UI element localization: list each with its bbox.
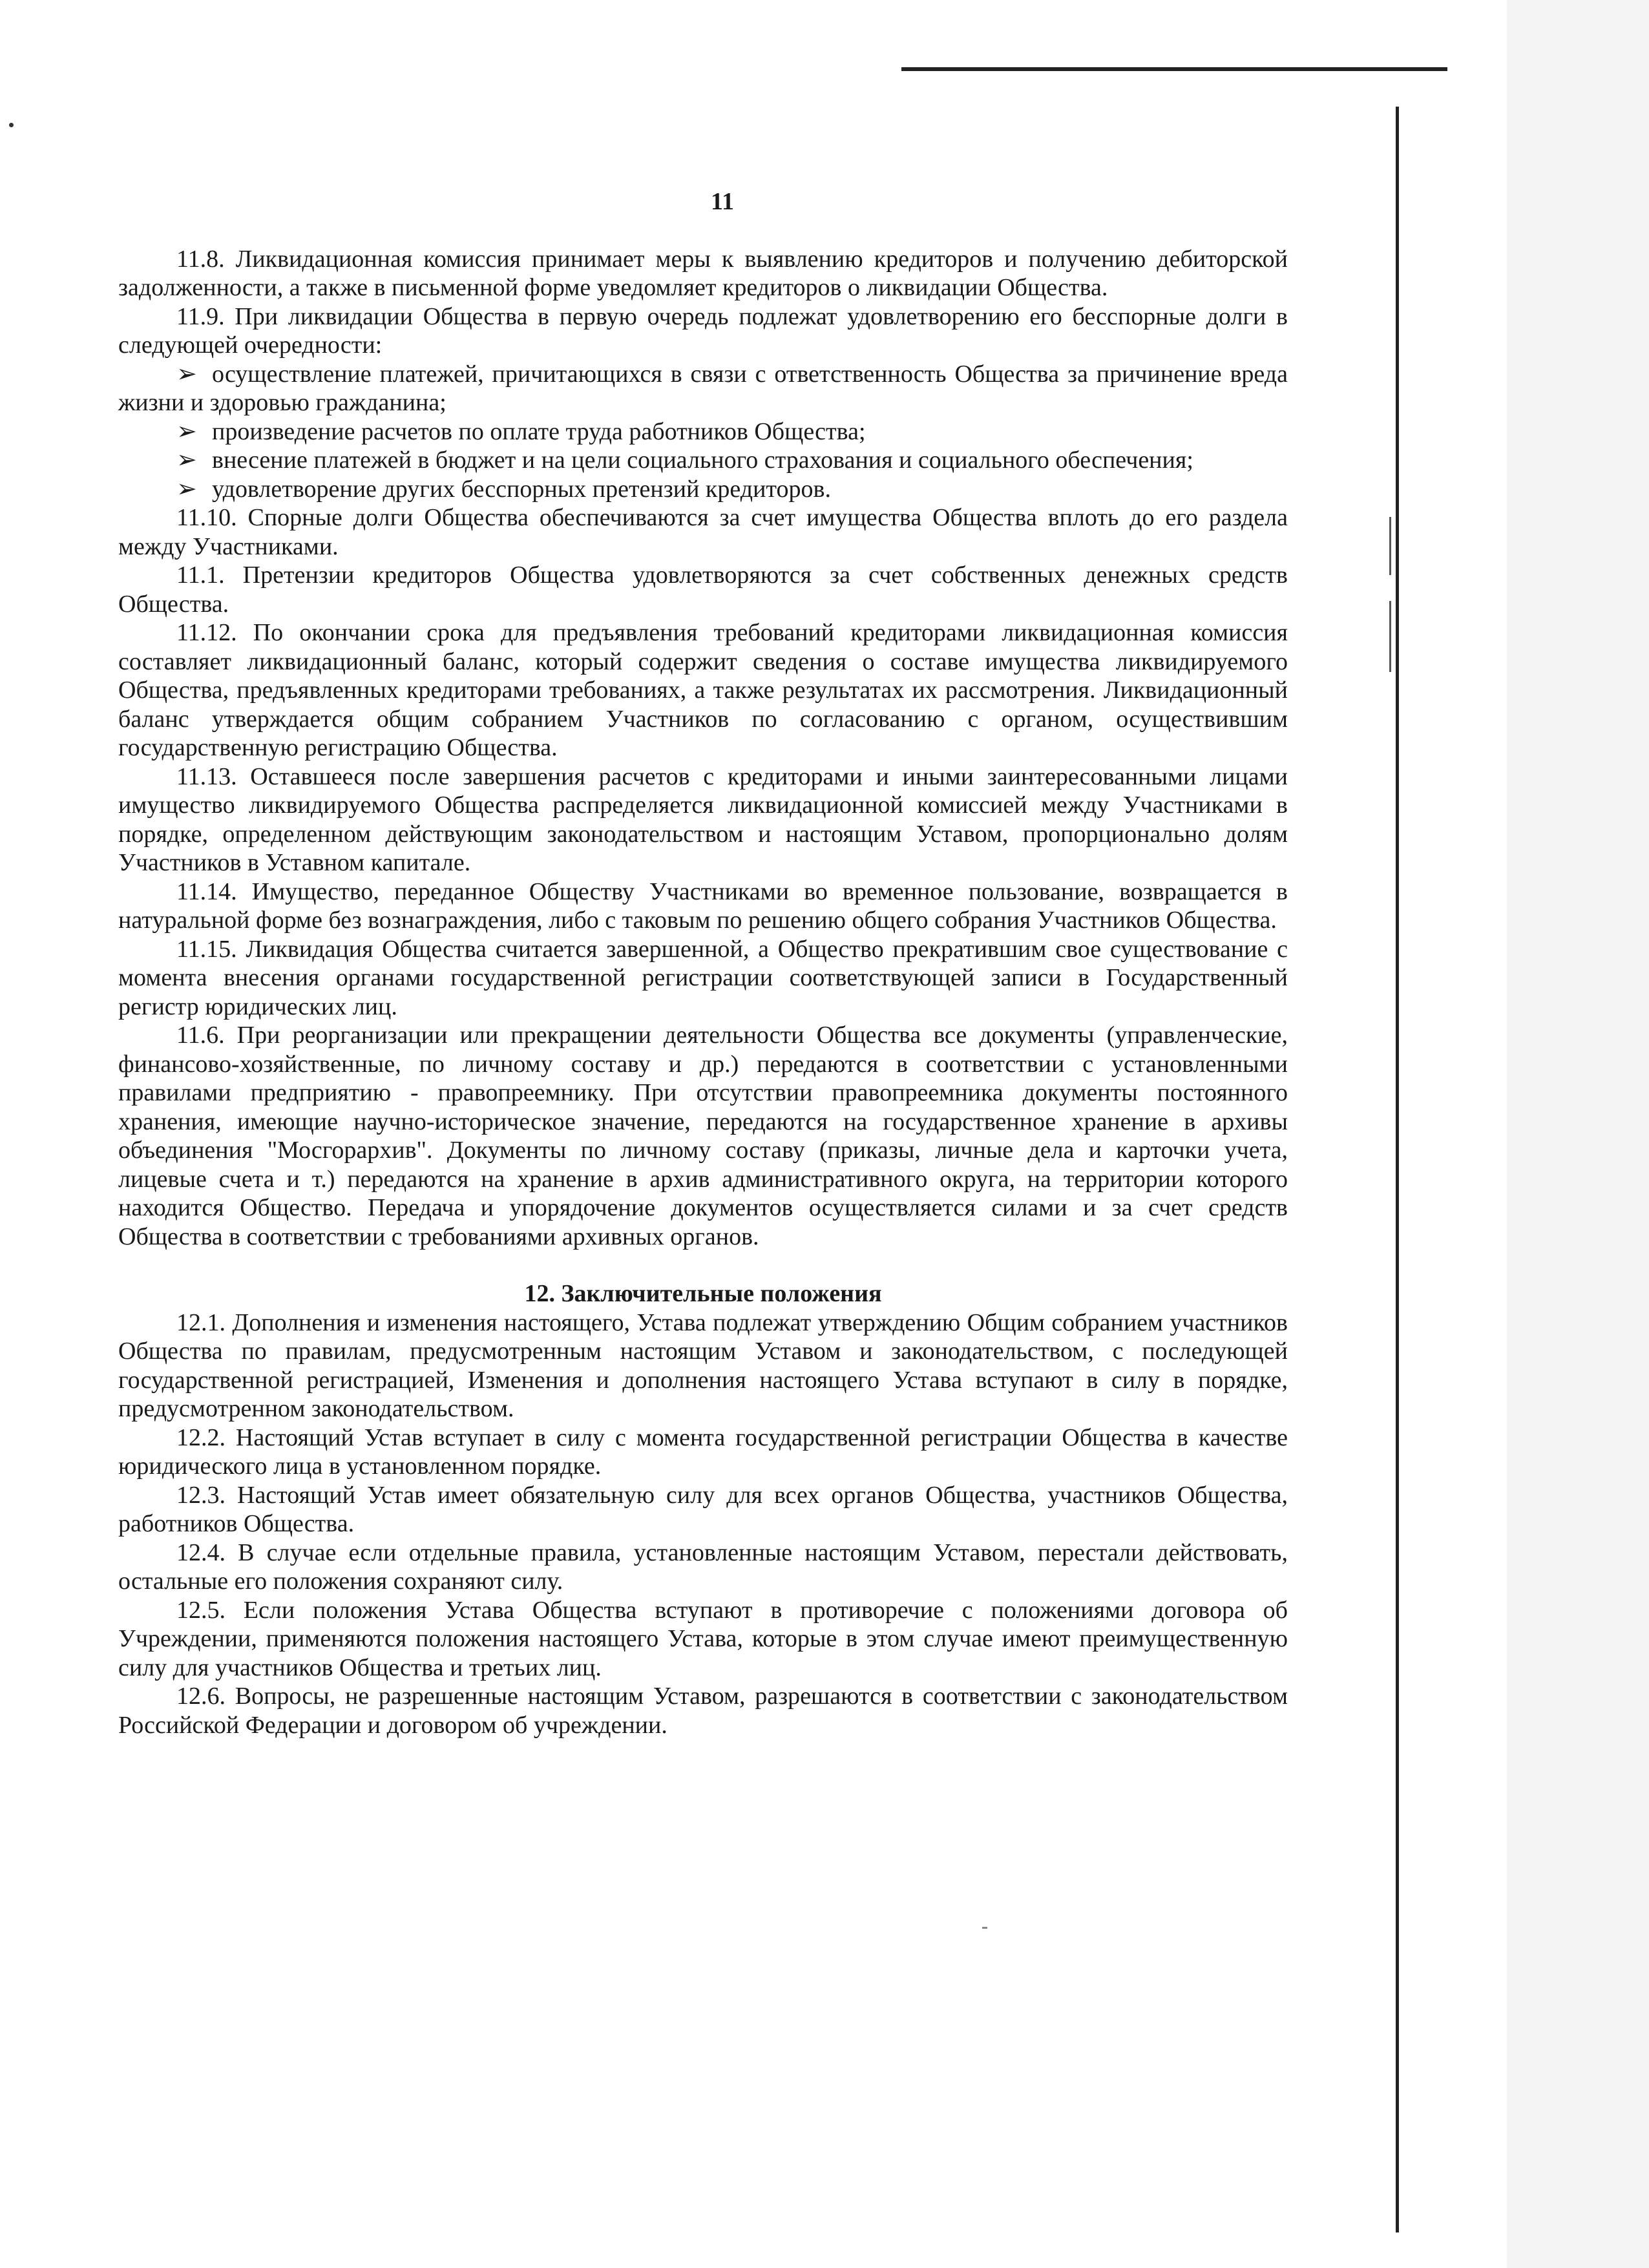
list-item — [118, 446, 1288, 475]
paragraph-12-1: 12.1. Дополнения и изменения настоящего, Устава подлежат утверждению Общим собранием участников Общества по правилам, предусмотренным настоящим Уставом и законодательством, с последующей государственной регистрацией, Изменения и дополнения настоящего Устава вступают в силу в порядке, предусмотренном законодательством. — [118, 1308, 1288, 1422]
side-mark — [1389, 601, 1391, 672]
bullet-arrow-icon: ➢ — [176, 446, 197, 474]
paragraph-12-3: 12.3. Настоящий Устав имеет обязательную силу для всех органов Общества, участников Общества, работников Общества. — [118, 1481, 1288, 1537]
bullet-text: удовлетворение других бесспорных претензий кредиторов. — [212, 475, 831, 503]
paragraph-11-14: 11.14. Имущество, переданное Обществу Участниками во временное пользование, возвращается в натуральной форме без вознаграждения, либо с таковым по решению общего собрания Участников Общества. — [118, 877, 1288, 934]
side-mark — [1389, 517, 1391, 575]
scan-speck — [982, 1927, 987, 1929]
paragraph-12-2: 12.2. Настоящий Устав вступает в силу с момента государственной регистрации Общества в качестве юридического лица в установленном порядке. — [118, 1423, 1288, 1480]
paragraph-11-13: 11.13. Оставшееся после завершения расчетов с кредиторами и иными заинтересованными лицами имущество ликвидируемого Общества распределяется ликвидационной комиссией между Участниками в порядке, определенном действующим законодательством и настоящим Уставом, пропорционально долям Участников в Уставном капитале. — [118, 762, 1288, 876]
bullet-text: осуществление платежей, причитающихся в связи с ответственность Общества за причинение вреда жизни и здоровью гражданина; — [118, 360, 1288, 416]
list-item — [118, 360, 1288, 417]
document-page — [118, 187, 1288, 1739]
paragraph-12-6: 12.6. Вопросы, не разрешенные настоящим Уставом, разрешаются в соответствии с законодательством Российской Федерации и договором об учреждении. — [118, 1683, 1288, 1739]
paragraph-11-12: 11.12. По окончании срока для предъявления требований кредиторами ликвидационная комиссия составляет ликвидационный баланс, который содержит сведения о составе имущества ликвидируемого Общества, предъявленных кредиторами требованиях, а также результатах их рассмотрения. Ликвидационный баланс утверждается общим собранием Участников по согласованию с органом, осуществившим государственную регистрацию Общества. — [118, 619, 1288, 761]
scan-edge — [1507, 0, 1649, 2268]
bullet-text: произведение расчетов по оплате труда работников Общества; — [212, 417, 866, 445]
top-rule — [901, 67, 1447, 71]
paragraph-11-9: 11.9. При ликвидации Общества в первую очередь подлежат удовлетворению его бесспорные долги в следующей очередности: — [118, 302, 1288, 359]
paragraph-11-6: 11.6. При реорганизации или прекращении деятельности Общества все документы (управленческие, финансово-хозяйственные, по личному составу и др.) передаются в соответствии с установленными правилами предприятию - правопреемнику. При отсутствии правопреемника документы постоянного хранения, имеющие научно-историческое значение, передаются на государственное хранение в архивы объединения "Мосгорархив". Документы по личному составу (приказы, личные дела и карточки учета, лицевые счета и т.) передаются на хранение в архив административного округа, на территории которого находится Общество. Передача и упорядочение документов осуществляется силами и за счет средств Общества в соответствии с требованиями архивных органов. — [118, 1022, 1288, 1250]
bullet-arrow-icon: ➢ — [176, 475, 197, 503]
list-item — [118, 475, 1288, 504]
list-item — [118, 417, 1288, 446]
paragraph-11-10: 11.10. Спорные долги Общества обеспечиваются за счет имущества Общества вплоть до его раздела между Участниками. — [118, 504, 1288, 560]
bullet-arrow-icon: ➢ — [176, 417, 197, 445]
side-rule — [1396, 107, 1399, 2232]
paragraph-11-8: 11.8. Ликвидационная комиссия принимает меры к выявлению кредиторов и получению дебиторской задолженности, а также в письменной форме уведомляет кредиторов о ликвидации Общества. — [118, 245, 1288, 301]
paragraph-11-1: 11.1. Претензии кредиторов Общества удовлетворяются за счет собственных денежных средств Общества. — [118, 562, 1288, 618]
page-number: 11 — [711, 188, 734, 215]
paragraph-12-5: 12.5. Если положения Устава Общества вступают в противоречие с положениями договора об Учреждении, применяются положения настоящего Устава, которые в этом случае имеют преимущественную силу для участников Общества и третьих лиц. — [118, 1596, 1288, 1681]
scan-speck — [9, 123, 14, 127]
bullet-text: внесение платежей в бюджет и на цели социального страхования и социального обеспечения; — [212, 446, 1193, 474]
bullet-arrow-icon: ➢ — [176, 360, 197, 388]
section-title: 12. Заключительные положения — [524, 1280, 882, 1307]
paragraph-11-15: 11.15. Ликвидация Общества считается завершенной, а Общество прекратившим свое существование с момента внесения органами государственной регистрации соответствующей записи в Государственный регистр юридических лиц. — [118, 935, 1288, 1020]
paragraph-12-4: 12.4. В случае если отдельные правила, установленные настоящим Уставом, перестали действовать, остальные его положения сохраняют силу. — [118, 1538, 1288, 1595]
